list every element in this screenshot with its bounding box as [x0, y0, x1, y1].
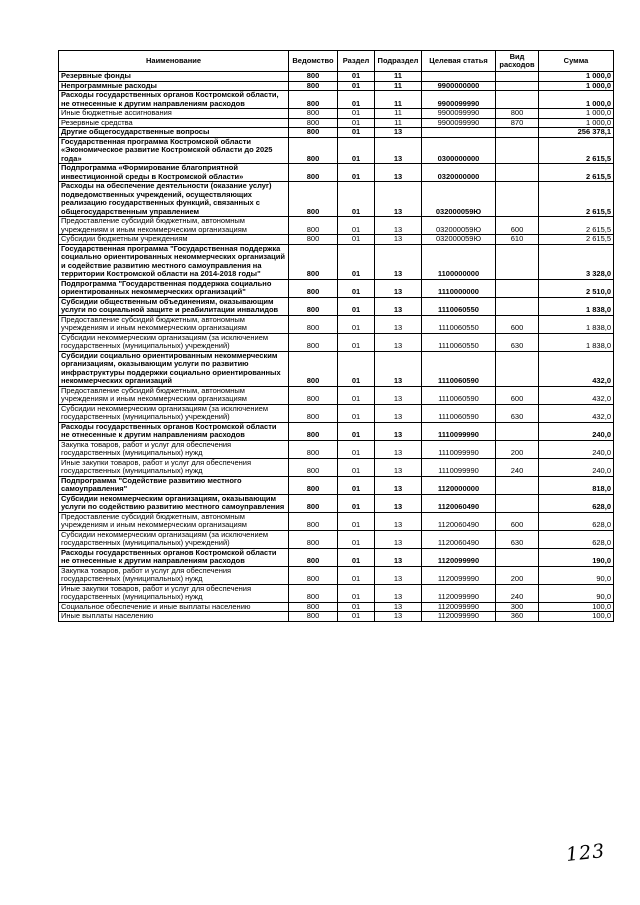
row-subsection: 13	[375, 182, 422, 217]
row-section: 01	[338, 548, 375, 566]
row-name: Подпрограмма "Содействие развитию местного самоуправления"	[59, 476, 289, 494]
row-name: Непрограммные расходы	[59, 81, 289, 91]
row-sum: 1 838,0	[539, 297, 614, 315]
row-section: 01	[338, 602, 375, 612]
row-name: Предоставление субсидий бюджетным, автономным учреждениям и иным некоммерческим организациям	[59, 217, 289, 235]
row-exp-type: 630	[496, 530, 539, 548]
row-subsection: 11	[375, 72, 422, 82]
row-sum: 1 000,0	[539, 91, 614, 109]
row-sum: 2 615,5	[539, 235, 614, 245]
row-section: 01	[338, 217, 375, 235]
table-row	[59, 279, 614, 297]
row-section: 01	[338, 584, 375, 602]
row-exp-type	[496, 91, 539, 109]
row-exp-type: 600	[496, 512, 539, 530]
row-sum: 240,0	[539, 422, 614, 440]
row-sum: 1 000,0	[539, 81, 614, 91]
header-name: Наименование	[59, 51, 289, 72]
header-dept: Ведомство	[289, 51, 338, 72]
row-subsection: 13	[375, 128, 422, 138]
row-dept: 800	[289, 386, 338, 404]
row-subsection: 13	[375, 217, 422, 235]
row-subsection: 13	[375, 602, 422, 612]
row-target: 1120000000	[422, 476, 496, 494]
row-section: 01	[338, 530, 375, 548]
table-row	[59, 612, 614, 622]
row-exp-type: 600	[496, 217, 539, 235]
row-exp-type: 200	[496, 566, 539, 584]
row-subsection: 13	[375, 164, 422, 182]
table-row	[59, 128, 614, 138]
row-section: 01	[338, 351, 375, 386]
table-row	[59, 458, 614, 476]
row-sum: 240,0	[539, 440, 614, 458]
row-target: 032000059Ю	[422, 217, 496, 235]
table-row	[59, 404, 614, 422]
table-row	[59, 494, 614, 512]
row-dept: 800	[289, 476, 338, 494]
row-section: 01	[338, 476, 375, 494]
table-row	[59, 351, 614, 386]
row-subsection: 11	[375, 118, 422, 128]
row-target: 1110000000	[422, 279, 496, 297]
row-exp-type: 630	[496, 404, 539, 422]
row-name: Предоставление субсидий бюджетным, автономным учреждениям и иным некоммерческим организациям	[59, 512, 289, 530]
row-dept: 800	[289, 351, 338, 386]
row-target: 9900099990	[422, 109, 496, 119]
row-name: Социальное обеспечение и иные выплаты населению	[59, 602, 289, 612]
row-name: Иные закупки товаров, работ и услуг для обеспечения государственных (муниципальных) нужд	[59, 458, 289, 476]
row-subsection: 13	[375, 566, 422, 584]
row-target: 1110099990	[422, 440, 496, 458]
row-target: 9900000000	[422, 81, 496, 91]
row-subsection: 13	[375, 548, 422, 566]
table-row	[59, 566, 614, 584]
row-sum: 432,0	[539, 386, 614, 404]
row-name: Подпрограмма "Государственная поддержка социально ориентированных некоммерческих организаций"	[59, 279, 289, 297]
row-sum: 190,0	[539, 548, 614, 566]
table-row	[59, 584, 614, 602]
row-sum: 2 615,5	[539, 164, 614, 182]
row-target: 0320000000	[422, 164, 496, 182]
row-sum: 100,0	[539, 612, 614, 622]
table-row	[59, 422, 614, 440]
row-exp-type	[496, 422, 539, 440]
row-dept: 800	[289, 109, 338, 119]
row-sum: 432,0	[539, 404, 614, 422]
row-section: 01	[338, 279, 375, 297]
row-name: Субсидии социально ориентированным некоммерческим организациям, оказывающим услуги по развитию инфраструктуры поддержки социально ориентированных некоммерческих организаций	[59, 351, 289, 386]
table-row	[59, 164, 614, 182]
row-target: 1120099990	[422, 584, 496, 602]
row-exp-type	[496, 297, 539, 315]
row-target	[422, 128, 496, 138]
row-name: Иные закупки товаров, работ и услуг для обеспечения государственных (муниципальных) нужд	[59, 584, 289, 602]
row-target: 1110060590	[422, 351, 496, 386]
row-subsection: 13	[375, 476, 422, 494]
row-exp-type: 600	[496, 386, 539, 404]
row-sum: 90,0	[539, 584, 614, 602]
row-section: 01	[338, 422, 375, 440]
row-exp-type: 200	[496, 440, 539, 458]
table-row	[59, 244, 614, 279]
row-section: 01	[338, 81, 375, 91]
table-row	[59, 297, 614, 315]
row-exp-type: 610	[496, 235, 539, 245]
row-subsection: 13	[375, 612, 422, 622]
row-dept: 800	[289, 118, 338, 128]
row-sum: 628,0	[539, 512, 614, 530]
row-subsection: 13	[375, 584, 422, 602]
row-sum: 240,0	[539, 458, 614, 476]
row-target: 1120099990	[422, 566, 496, 584]
header-target: Целевая статья	[422, 51, 496, 72]
row-section: 01	[338, 235, 375, 245]
row-section: 01	[338, 440, 375, 458]
table-body	[59, 72, 614, 622]
header-section: Раздел	[338, 51, 375, 72]
row-section: 01	[338, 612, 375, 622]
row-exp-type	[496, 279, 539, 297]
table-row	[59, 72, 614, 82]
row-exp-type	[496, 494, 539, 512]
table-row	[59, 109, 614, 119]
table-row	[59, 315, 614, 333]
row-sum: 1 000,0	[539, 118, 614, 128]
row-section: 01	[338, 458, 375, 476]
row-subsection: 11	[375, 109, 422, 119]
row-name: Иные бюджетные ассигнования	[59, 109, 289, 119]
row-exp-type	[496, 128, 539, 138]
row-dept: 800	[289, 584, 338, 602]
row-section: 01	[338, 566, 375, 584]
row-sum: 2 615,5	[539, 182, 614, 217]
row-subsection: 13	[375, 404, 422, 422]
row-exp-type	[496, 72, 539, 82]
row-sum: 1 000,0	[539, 72, 614, 82]
row-subsection: 13	[375, 137, 422, 164]
row-sum: 2 510,0	[539, 279, 614, 297]
row-sum: 1 838,0	[539, 333, 614, 351]
row-dept: 800	[289, 422, 338, 440]
row-sum: 818,0	[539, 476, 614, 494]
row-dept: 800	[289, 279, 338, 297]
row-name: Субсидии бюджетным учреждениям	[59, 235, 289, 245]
row-name: Субсидии некоммерческим организациям (за исключением государственных (муниципальных) учреждений)	[59, 530, 289, 548]
row-dept: 800	[289, 217, 338, 235]
row-target: 1110060550	[422, 333, 496, 351]
row-target: 1110060590	[422, 404, 496, 422]
row-subsection: 13	[375, 297, 422, 315]
row-subsection: 13	[375, 333, 422, 351]
row-target: 032000059Ю	[422, 182, 496, 217]
row-exp-type: 870	[496, 118, 539, 128]
table-row	[59, 333, 614, 351]
row-name: Расходы на обеспечение деятельности (оказание услуг) подведомственных учреждений, осуществляющих реализацию государственных функций, связанных с общегосударственным управлением	[59, 182, 289, 217]
row-target: 1110099990	[422, 422, 496, 440]
row-dept: 800	[289, 91, 338, 109]
row-name: Государственная программа "Государственная поддержка социально ориентированных некоммерческих организаций и содействие развитию местного самоуправления на территории Костромской области на 2014-2018 годы"	[59, 244, 289, 279]
row-subsection: 13	[375, 458, 422, 476]
row-subsection: 13	[375, 512, 422, 530]
table-row	[59, 91, 614, 109]
row-dept: 800	[289, 164, 338, 182]
row-target: 1120099990	[422, 548, 496, 566]
row-name: Субсидии некоммерческим организациям, оказывающим услуги по содействию развитию местного самоуправления	[59, 494, 289, 512]
row-exp-type	[496, 81, 539, 91]
table-row	[59, 235, 614, 245]
row-target: 9900099990	[422, 91, 496, 109]
row-name: Закупка товаров, работ и услуг для обеспечения государственных (муниципальных) нужд	[59, 566, 289, 584]
table-row	[59, 386, 614, 404]
row-section: 01	[338, 128, 375, 138]
row-name: Подпрограмма «Формирование благоприятной инвестиционной среды в Костромской области»	[59, 164, 289, 182]
row-target: 1120060490	[422, 512, 496, 530]
row-subsection: 13	[375, 494, 422, 512]
budget-table	[58, 50, 614, 622]
row-subsection: 13	[375, 244, 422, 279]
row-exp-type	[496, 476, 539, 494]
row-name: Государственная программа Костромской области «Экономическое развитие Костромской области до 2025 года»	[59, 137, 289, 164]
row-name: Расходы государственных органов Костромской области не отнесенные к другим направлениям расходов	[59, 422, 289, 440]
row-name: Субсидии некоммерческим организациям (за исключением государственных (муниципальных) учреждений)	[59, 333, 289, 351]
row-dept: 800	[289, 315, 338, 333]
row-section: 01	[338, 512, 375, 530]
header-row	[59, 51, 614, 72]
table-row	[59, 182, 614, 217]
row-name: Расходы государственных органов Костромской области не отнесенные к другим направлениям расходов	[59, 548, 289, 566]
row-dept: 800	[289, 458, 338, 476]
row-exp-type: 360	[496, 612, 539, 622]
row-dept: 800	[289, 512, 338, 530]
row-sum: 628,0	[539, 530, 614, 548]
row-dept: 800	[289, 81, 338, 91]
row-dept: 800	[289, 128, 338, 138]
page-number: 123	[564, 840, 607, 866]
row-section: 01	[338, 182, 375, 217]
row-exp-type	[496, 164, 539, 182]
row-target: 1120099990	[422, 612, 496, 622]
row-target: 1120060490	[422, 530, 496, 548]
row-dept: 800	[289, 404, 338, 422]
row-name: Расходы государственных органов Костромской области, не отнесенные к другим направлениям расходов	[59, 91, 289, 109]
row-subsection: 13	[375, 351, 422, 386]
row-sum: 2 615,5	[539, 217, 614, 235]
table-row	[59, 512, 614, 530]
row-target	[422, 72, 496, 82]
row-section: 01	[338, 494, 375, 512]
row-target: 1120099990	[422, 602, 496, 612]
row-name: Резервные фонды	[59, 72, 289, 82]
row-target: 1110060550	[422, 315, 496, 333]
row-subsection: 13	[375, 235, 422, 245]
row-target: 0300000000	[422, 137, 496, 164]
row-dept: 800	[289, 297, 338, 315]
row-dept: 800	[289, 182, 338, 217]
header-exp-type: Вид расходов	[496, 51, 539, 72]
row-section: 01	[338, 244, 375, 279]
row-sum: 432,0	[539, 351, 614, 386]
table-row	[59, 530, 614, 548]
row-target: 1100000000	[422, 244, 496, 279]
row-sum: 1 838,0	[539, 315, 614, 333]
row-dept: 800	[289, 566, 338, 584]
row-dept: 800	[289, 548, 338, 566]
row-sum: 100,0	[539, 602, 614, 612]
row-section: 01	[338, 72, 375, 82]
row-section: 01	[338, 118, 375, 128]
row-dept: 800	[289, 72, 338, 82]
table-row	[59, 440, 614, 458]
row-dept: 800	[289, 244, 338, 279]
row-exp-type: 600	[496, 315, 539, 333]
row-subsection: 13	[375, 530, 422, 548]
table-row	[59, 217, 614, 235]
row-target: 1120060490	[422, 494, 496, 512]
row-exp-type: 800	[496, 109, 539, 119]
row-sum: 256 378,1	[539, 128, 614, 138]
row-sum: 1 000,0	[539, 109, 614, 119]
row-dept: 800	[289, 530, 338, 548]
row-section: 01	[338, 386, 375, 404]
row-subsection: 13	[375, 440, 422, 458]
row-name: Субсидии некоммерческим организациям (за исключением государственных (муниципальных) учреждений)	[59, 404, 289, 422]
row-name: Другие общегосударственные вопросы	[59, 128, 289, 138]
row-subsection: 11	[375, 91, 422, 109]
row-section: 01	[338, 164, 375, 182]
row-section: 01	[338, 137, 375, 164]
row-exp-type	[496, 182, 539, 217]
row-target: 9900099990	[422, 118, 496, 128]
row-exp-type: 300	[496, 602, 539, 612]
table-row	[59, 476, 614, 494]
row-target: 1110060590	[422, 386, 496, 404]
row-subsection: 13	[375, 386, 422, 404]
row-section: 01	[338, 333, 375, 351]
table-row	[59, 137, 614, 164]
row-exp-type	[496, 351, 539, 386]
row-name: Закупка товаров, работ и услуг для обеспечения государственных (муниципальных) нужд	[59, 440, 289, 458]
row-dept: 800	[289, 137, 338, 164]
row-exp-type: 240	[496, 584, 539, 602]
row-sum: 90,0	[539, 566, 614, 584]
row-target: 1110099990	[422, 458, 496, 476]
row-section: 01	[338, 404, 375, 422]
row-name: Предоставление субсидий бюджетным, автономным учреждениям и иным некоммерческим организациям	[59, 386, 289, 404]
row-name: Предоставление субсидий бюджетным, автономным учреждениям и иным некоммерческим организациям	[59, 315, 289, 333]
header-sum: Сумма	[539, 51, 614, 72]
row-dept: 800	[289, 612, 338, 622]
row-section: 01	[338, 91, 375, 109]
row-dept: 800	[289, 494, 338, 512]
row-subsection: 11	[375, 81, 422, 91]
row-sum: 3 328,0	[539, 244, 614, 279]
row-dept: 800	[289, 235, 338, 245]
row-sum: 628,0	[539, 494, 614, 512]
row-name: Резервные средства	[59, 118, 289, 128]
row-target: 1110060550	[422, 297, 496, 315]
row-exp-type: 240	[496, 458, 539, 476]
row-exp-type: 630	[496, 333, 539, 351]
header-subsection: Подраздел	[375, 51, 422, 72]
row-subsection: 13	[375, 315, 422, 333]
row-exp-type	[496, 137, 539, 164]
row-dept: 800	[289, 333, 338, 351]
row-section: 01	[338, 297, 375, 315]
row-target: 032000059Ю	[422, 235, 496, 245]
row-exp-type	[496, 548, 539, 566]
row-section: 01	[338, 315, 375, 333]
row-exp-type	[496, 244, 539, 279]
row-subsection: 13	[375, 422, 422, 440]
row-dept: 800	[289, 602, 338, 612]
row-subsection: 13	[375, 279, 422, 297]
row-section: 01	[338, 109, 375, 119]
row-name: Иные выплаты населению	[59, 612, 289, 622]
row-name: Субсидии общественным объединениям, оказывающим услуги по социальной защите и реабилитации инвалидов	[59, 297, 289, 315]
table-row	[59, 548, 614, 566]
row-sum: 2 615,5	[539, 137, 614, 164]
row-dept: 800	[289, 440, 338, 458]
